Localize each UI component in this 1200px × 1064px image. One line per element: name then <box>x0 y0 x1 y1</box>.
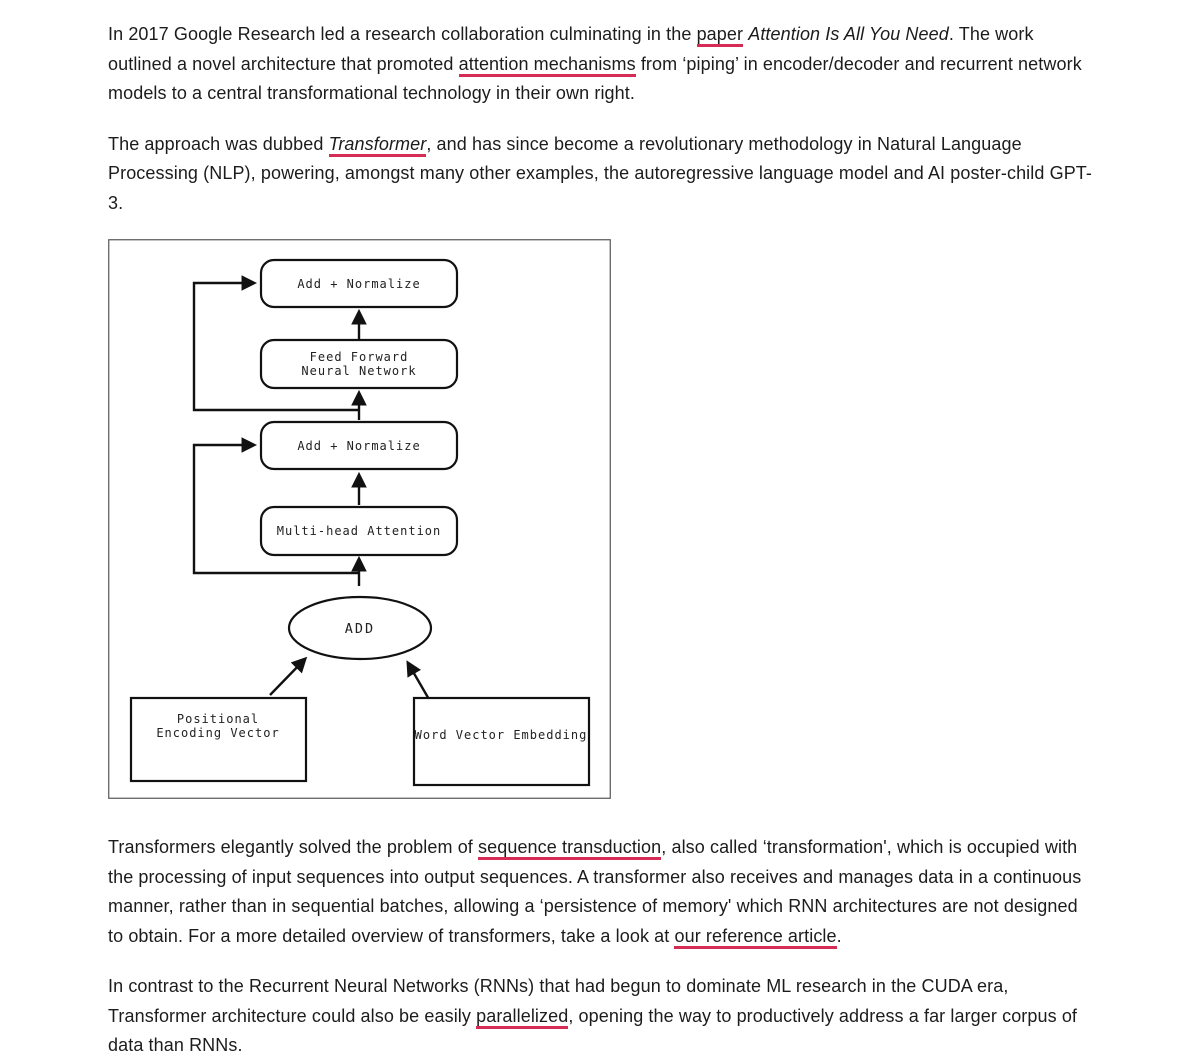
link-our-reference-article[interactable]: our reference article <box>674 926 836 949</box>
paragraph-intro <box>108 20 1094 109</box>
text-run: , opening the way to productively address a far larger corpus of data than RNNs. <box>108 1005 1078 1055</box>
paragraph-transformer <box>108 130 1094 219</box>
link-attention-mechanisms[interactable]: attention mechanisms <box>459 54 636 77</box>
link-transformer[interactable]: Transformer <box>329 134 427 157</box>
link-sequence-transduction[interactable]: sequence transduction <box>478 837 661 860</box>
text-run: . The work outlined a novel architecture that promoted <box>108 24 1034 74</box>
word-vector-embedding-label: Word Vector Embedding <box>414 728 588 742</box>
add-normalize-mid-label: Add + Normalize <box>297 439 421 453</box>
positional-encoding-label-line2: Encoding Vector <box>156 726 280 740</box>
text-run: . <box>836 925 842 946</box>
feed-forward-label-line2: Neural Network <box>301 364 417 378</box>
text-run: In 2017 Google Research led a research collaboration culminating in the <box>108 24 697 44</box>
text-run: from ‘piping’ in encoder/decoder and recurrent network models to a central transformational technology in their own right. <box>108 53 1082 103</box>
add-normalize-top-label: Add + Normalize <box>297 277 421 291</box>
text-run: , also called ‘transformation', which is occupied with the processing of input sequences into output sequences. A transformer also receives and manages data in a continuous manner, rather than in sequential batches, allowing a ‘persistence of memory' which RNN architectures are not designed to obtain. For a more detailed overview of transformers, take a look at <box>108 837 1082 946</box>
multi-head-attention-label: Multi-head Attention <box>276 524 442 538</box>
link-parallelized[interactable]: parallelized <box>476 1006 568 1029</box>
positional-encoding-label-line1: Positional <box>176 712 260 726</box>
paper-title-text: Attention Is All You Need <box>748 24 949 44</box>
paragraph-transduction <box>108 833 1094 951</box>
transformer-architecture-figure <box>108 239 611 799</box>
text-run: The approach was dubbed <box>108 133 329 154</box>
text-run: Transformers elegantly solved the problem of <box>108 837 479 857</box>
link-paper[interactable]: paper <box>697 24 744 47</box>
feed-forward-label-line1: Feed Forward <box>309 350 409 364</box>
paragraph-parallelized <box>108 972 1094 1061</box>
add-ellipse-label: ADD <box>344 621 376 637</box>
transformer-diagram <box>108 239 611 799</box>
text-run: , and has since become a revolutionary methodology in Natural Language Processing (NLP), powering, amongst many other examples, the autoregressive language model and AI poster-child GPT-3. <box>108 133 1092 213</box>
text-run: In contrast to the Recurrent Neural Networks (RNNs) that had begun to dominate ML research in the CUDA era, Transformer architecture could also be easily <box>108 976 1009 1026</box>
